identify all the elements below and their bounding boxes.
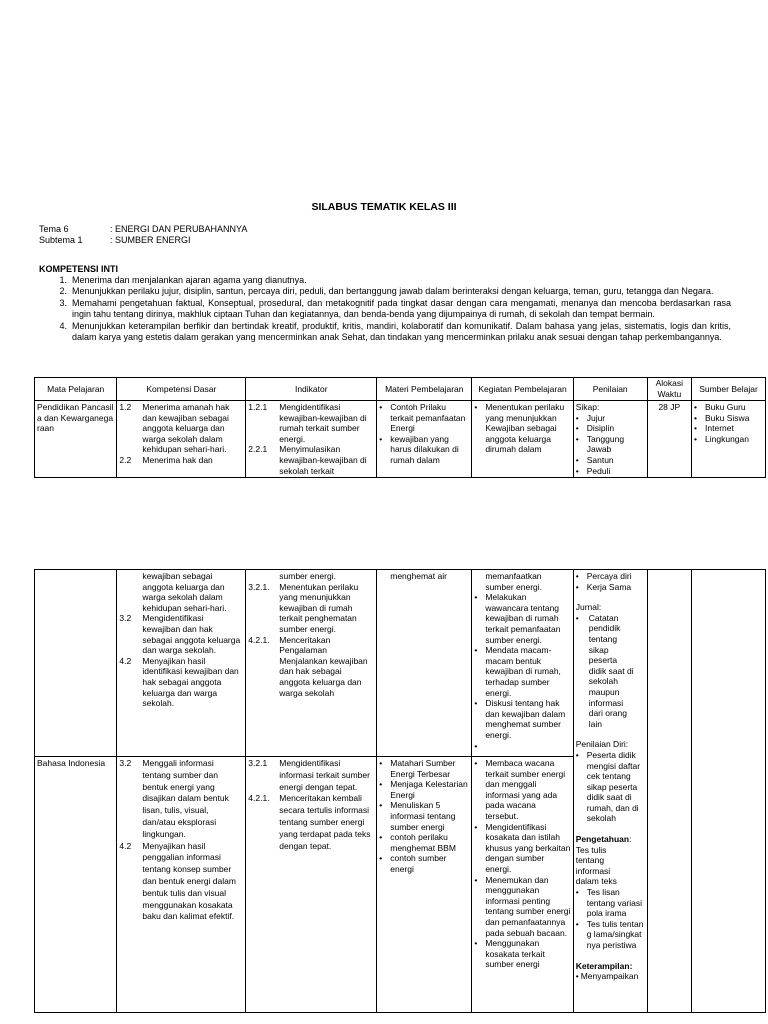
ki-text: Memahami pengetahuan faktual, Konseptual, prosedural, dan metakognitif pada tingkat dasar dengan cara mengamati, menanya dan mencoba berdasarkan rasa ingin tahu tentang dirinya, makhluk ciptaan Tuhan dan kegiatannya, dan benda-benda yang dijumpainya di rumah, di sekolah dan tempat bermain. [72,297,731,320]
table-header-row [35,378,766,401]
kegiatan-item: • Menemukan dan menggunakan informasi penting tentang sumber energi dan pemanfaatannya pada sebuah bacaan. [474,874,571,938]
cell-indikator [246,401,377,478]
materi-item: • contoh sumber energi [379,853,469,874]
ki-item [39,298,731,321]
cell-mapel: Bahasa Indonesia [35,757,117,1013]
cell-materi [377,570,472,757]
penilaian-diri-text: Peserta didik mengisi daftar cek tentang sikap peserta didik saat di rumah, dan di sekolah [586,749,641,824]
ind-text: Menceritakan Pengalaman Menjalankan kewajiban dan hak sebagai anggota keluarga dan warga sekolah [279,634,368,698]
kegiatan-item: • Mengidentifikasi kosakata dan istilah khusus yang berkaitan dengan sumber energi. [474,821,571,874]
keterampilan-text: Menyampaikan [580,971,639,982]
sumber-text: Lingkungan [705,433,749,444]
sumber-item: • Buku Guru [694,402,763,413]
cell-mapel: Pendidikan Pancasila dan Kewarganegaraan [35,401,117,478]
penilaian-text: Disiplin [586,423,615,434]
materi-text: Menuliskan 5 informasi tentang sumber energi [390,800,456,832]
col-indikator: Indikator [246,378,377,401]
ind-item [248,758,374,793]
ind-item [248,793,374,852]
penilaian-item: • Peduli [576,466,645,477]
materi-text: contoh sumber energi [390,853,447,874]
col-kd: Kompetensi Dasar [117,378,246,401]
kompetensi-inti-list [39,275,731,343]
sumber-item: • Buku Siswa [694,413,763,424]
materi-continued: menghemat air [390,571,447,581]
materi-text: Matahari Sumber Energi Terbesar [390,758,456,779]
cell-materi [377,401,472,478]
kegiatan-item: • Membaca wacana terkait sumber energi dan menggali informasi yang ada pada wacana tersebut. [474,758,570,822]
kd-item [119,402,243,455]
materi-text: contoh perilaku menghemat BBM [390,832,456,853]
kegiatan-item: • Diskusi tentang hak dan kewajiban dalam menghemat sumber energi. [474,698,570,740]
sumber-text: Internet [705,423,734,434]
tema-label: Tema 6 [39,224,69,234]
kegiatan-text: Mendata macam-macam bentuk kewajiban di rumah, terhadap sumber energi. [485,645,561,698]
cell-sumber [692,401,766,478]
jurnal-item: • Catatan pendidik tentang sikap peserta didik saat di sekolah maupun informasi dari orang lain [576,613,645,730]
cell-alokasi: 28 JP [647,401,691,478]
sumber-item: • Lingkungan [694,434,763,445]
ind-item [248,444,374,476]
penilaian-diri-label: Penilaian Diri: [575,739,629,750]
ind-num: 4.2.1. [248,634,270,645]
penilaian-item: • Jujur [576,413,645,424]
kd-item [119,656,243,709]
col-sumber: Sumber Belajar [692,378,766,401]
keterampilan-item: • Menyampaikan [576,971,645,982]
sumber-text: Buku Guru [705,402,746,412]
materi-text: kewajiban yang harus dilakukan di rumah dalam [390,433,459,465]
ind-item [248,635,374,699]
kegiatan-item: • Menentukan perilaku yang menunjukkan Kewajiban sebagai anggota keluarga dirumah dalam [474,402,570,455]
pengetahuan-text: Tes tulis tentang lama/singkatnya peristiwa [586,918,644,950]
ki-item [39,275,731,286]
kegiatan-item: • Mendata macam-macam bentuk kewajiban di rumah, terhadap sumber energi. [474,645,570,698]
subtema-line [39,235,191,246]
page-title: SILABUS TEMATIK KELAS III [311,201,457,213]
penilaian-diri-item: • Peserta didik mengisi daftar cek tentang sikap peserta didik saat di rumah, dan di sekolah [576,750,645,824]
kd-item [119,758,243,841]
penilaian-text: Kerja Sama [586,581,632,592]
ind-num: 3.2.1 [248,758,268,768]
ki-text: Menerima dan menjalankan ajaran agama yang dianutnya. [72,275,307,285]
kd-text: Menyajikan hasil penggalian informasi tentang konsep sumber dan bentuk energi dalam bentuk tulis dan visual menggunakan kosakata baku dan kalimat efektif. [142,840,236,922]
kegiatan-text: Diskusi tentang hak dan kewajiban dalam menghemat sumber energi. [485,698,566,740]
penilaian-sikap-label: Sikap: [575,402,600,412]
cell-kd [117,401,246,478]
subtema-label: Subtema 1 [39,235,83,245]
pengetahuan-item: • Tes tulis tentang lama/singkatnya peristiwa [575,918,644,950]
kd-text: Menyajikan hasil identifikasi kewajiban dan hak sebagai anggota keluarga dan warga sekolah. [142,655,239,709]
cell-kd [117,570,246,757]
kegiatan-continued: memanfaatkan sumber energi. [485,571,543,592]
cell-indikator [246,757,377,1013]
kd-item [119,841,243,924]
ind-num: 4.2.1. [248,793,270,804]
ind-num: 1.2.1 [248,402,268,412]
cell-kegiatan [472,570,573,757]
pengetahuan-colon: : [629,834,632,845]
penilaian-text: Jujur [586,412,606,423]
cell-alokasi [647,570,691,1013]
penilaian-item: • Kerja Sama [576,582,645,593]
ind-text: Mengidentifikasi kewajiban-kewajiban di rumah terkait sumber energi. [279,402,367,444]
col-penilaian: Penilaian [573,378,647,401]
kegiatan-text: Menemukan dan menggunakan informasi penting tentang sumber energi dan pemanfaatannya pada sebuah bacaan. [485,874,571,938]
kegiatan-text: Melakukan wawancara tentang kewajiban di rumah terkait pemanfaatan sumber energi. [485,592,561,645]
materi-item: • Matahari Sumber Energi Terbesar [379,758,469,779]
ind-item [248,402,374,444]
col-kegiatan: Kegiatan Pembelajaran [472,378,573,401]
cell-penilaian [573,570,647,1013]
jurnal-text: Catatan pendidik tentang sikap peserta didik saat di sekolah maupun informasi dari orang lain [588,612,634,729]
kd-text: Menggali informasi tentang sumber dan bentuk energi yang disajikan dalam bentuk lisan, tulis, visual, dan/atau eksplorasi lingkungan. [142,758,229,839]
materi-item: • contoh perilaku menghemat BBM [379,832,469,853]
ki-text: Menunjukkan perilaku jujur, disiplin, santun, percaya diri, peduli, dan bertanggung jawab dalam berinteraksi dengan keluarga, teman, guru, tetangga dan Negara. [72,286,714,297]
ki-num: 2. [59,286,67,297]
kegiatan-text: Menentukan perilaku yang menunjukkan Kewajiban sebagai anggota keluarga dirumah dalam [485,402,565,455]
silabus-table-part2 [34,569,766,1013]
kd-num: 4.2 [119,840,132,851]
kd-item [119,455,243,466]
ind-item [248,582,374,635]
materi-text: Contoh Prilaku terkait pemanfaatan Energi [390,402,466,434]
materi-item: • kewajiban yang harus dilakukan di rumah dalam [379,434,469,466]
kegiatan-text: Menggunakan kosakata terkait sumber energi [485,938,545,970]
col-materi: Materi Pembelajaran [377,378,472,401]
silabus-table-part1 [34,377,766,478]
penilaian-text: Santun [586,454,614,465]
penilaian-item: • Percaya diri [576,571,645,582]
ki-text: Menunjukkan keterampilan berfikir dan bertindak kreatif, produktif, kritis, mandiri, kolaboratif dan komunikatif. Dalam bahasa yang jelas, sistematis, logis dan kritis, dalam karya yang estetis dalam gerakan yang mencerminkan anak Sehat, dan tindakan yang mencerminkan prilaku anak sesuai dengan tahap perkembangannya. [72,320,731,343]
kd-num: 4.2 [119,655,132,666]
kegiatan-item: • [474,741,570,752]
cell-materi [377,757,472,1013]
penilaian-text: Percaya diri [586,571,632,581]
pengetahuan-first: Tes tulis tentang informasi dalam teks [575,844,617,887]
pengetahuan-item: • Tes lisan tentang variasi pola irama [576,887,645,919]
col-alokasi: Alokasi Waktu [647,378,691,401]
sumber-item: • Internet [694,423,763,434]
cell-kegiatan [472,757,573,1013]
materi-item: • Menjaga Kelestarian Energi [379,779,468,800]
cell-penilaian [573,401,647,478]
tema-line [39,224,247,235]
penilaian-item: • Santun [576,455,645,466]
jurnal-label: Jurnal: [575,602,602,613]
keterampilan-label: Keterampilan: [575,960,633,971]
ki-num: 4. [59,320,67,331]
penilaian-text: Tanggung Jawab [586,433,625,455]
kegiatan-text: Membaca wacana terkait sumber energi dan menggali informasi yang ada pada wacana tersebut. [485,758,566,821]
kegiatan-text [485,741,570,752]
cell-mapel [35,570,117,757]
kd-item [119,613,243,655]
penilaian-item: • Disiplin [576,423,645,434]
kd-text: Menerima hak dan [142,454,213,465]
kd-text: Menerima amanah hak dan kewajiban sebagai anggota keluarga dan warga sekolah dalam kehidupan sehari-hari. [142,402,230,455]
materi-text: Menjaga Kelestarian Energi [390,779,468,800]
ind-num: 2.2.1 [248,444,268,455]
pengetahuan-label: Pengetahuan [575,834,630,845]
kd-text: Mengidentifikasi kewajiban dan hak sebagai anggota keluarga dan warga sekolah. [142,613,241,656]
kd-num: 3.2 [119,613,132,624]
penilaian-text: Peduli [586,465,611,476]
penilaian-item: • Tanggung Jawab [576,434,645,455]
tema-value: : ENERGI DAN PERUBAHANNYA [110,224,248,234]
kd-num: 3.2 [119,758,132,768]
cell-sumber [692,570,766,1013]
cell-kegiatan [472,401,573,478]
ind-text: Mengidentifikasi informasi terkait sumber energi dengan tepat. [279,758,370,792]
kd-num: 1.2 [119,402,132,412]
cell-kd [117,757,246,1013]
ind-text: Menentukan perilaku yang menunjukkan kewajiban di rumah terkait penghematan sumber energi. [279,581,359,634]
table-row [35,401,766,478]
sumber-text: Buku Siswa [705,412,750,423]
materi-item: • Contoh Prilaku terkait pemanfaatan Energi [379,402,469,434]
col-mapel: Mata Pelajaran [35,378,117,401]
ki-item [39,286,731,297]
subtema-value: : SUMBER ENERGI [110,235,191,245]
ki-num: 3. [59,297,67,308]
kompetensi-inti-heading: KOMPETENSI INTI [39,264,119,274]
ind-text: Menceritakan kembali secara tertulis informasi tentang sumber energi yang terdapat pada teks dengan tepat. [279,793,371,851]
kegiatan-text: Mengidentifikasi kosakata dan istilah khusus yang berkaitan dengan sumber energi. [485,821,571,874]
cell-indikator [246,570,377,757]
kegiatan-item: • Menggunakan kosakata terkait sumber energi [474,938,570,970]
kd-num: 2.2 [119,454,132,465]
ind-text: Menyimulasikan kewajiban-kewajiban di sekolah terkait [279,444,367,476]
ki-num: 1. [59,275,67,285]
kegiatan-item: • Melakukan wawancara tentang kewajiban di rumah terkait pemanfaatan sumber energi. [474,592,570,645]
ki-item [39,321,731,344]
kd-continued: kewajiban sebagai anggota keluarga dan warga sekolah dalam kehidupan sehari-hari. [142,571,227,613]
pengetahuan-text: Tes lisan tentang variasi pola irama [586,887,643,919]
materi-item: • Menuliskan 5 informasi tentang sumber energi [379,800,469,832]
ind-num: 3.2.1. [248,581,270,592]
ind-continued: sumber energi. [279,571,336,581]
table-row [35,570,766,757]
